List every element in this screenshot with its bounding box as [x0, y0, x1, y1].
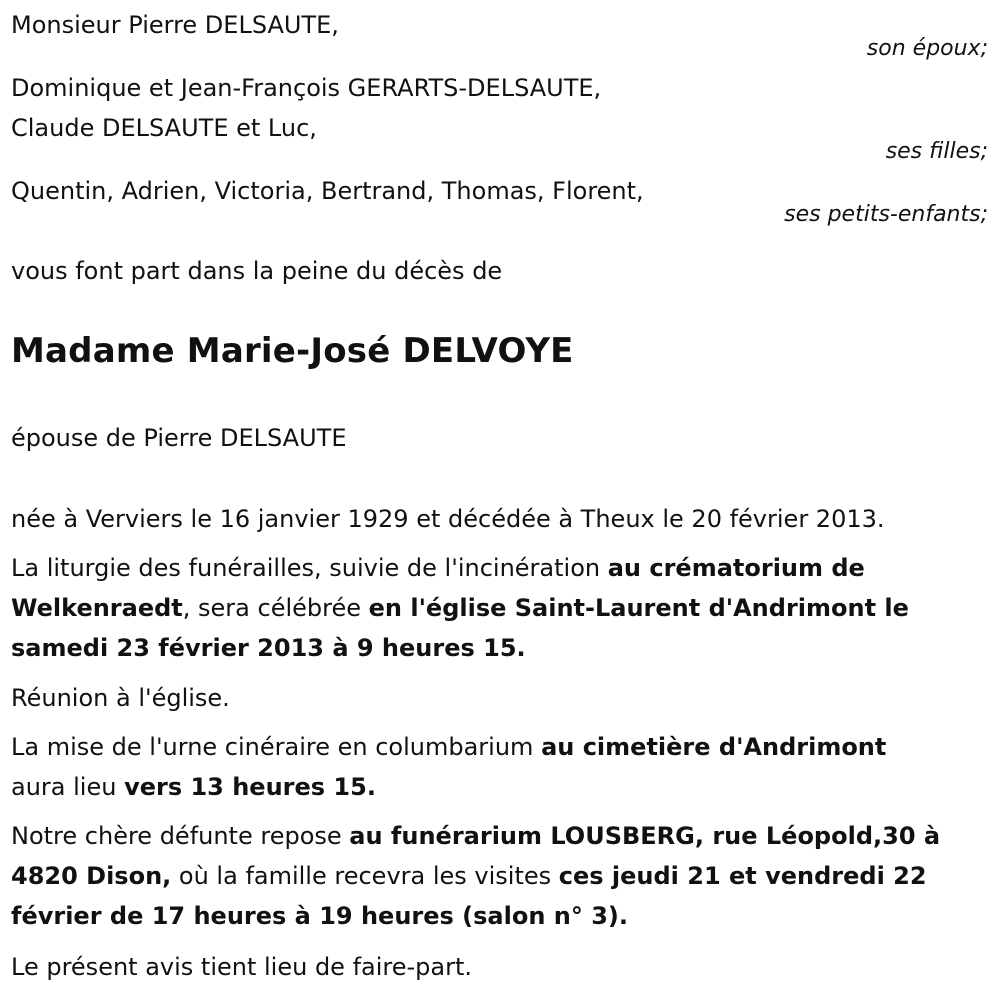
visits-line-2: [11, 856, 927, 896]
spouse-relation: son époux;: [866, 36, 988, 61]
birth-death-text: née à Verviers le 16 janvier 1929 et décédée à Theux le 20 février 2013.: [11, 505, 885, 533]
reunion-text: Réunion à l'église.: [11, 684, 230, 712]
liturgy-line-2-bold-2: en l'église Saint-Laurent d'Andrimont le: [368, 594, 909, 622]
deceased-name: Madame Marie-José DELVOYE: [11, 331, 574, 371]
liturgy-line-1-bold: au crématorium de: [607, 554, 865, 582]
closing-text: Le présent avis tient lieu de faire-part.: [11, 953, 473, 981]
visits-line-2-bold-2: ces jeudi 21 et vendredi 22: [558, 862, 927, 890]
visits-line-3-bold: février de 17 heures à 19 heures (salon n° 3).: [11, 902, 629, 930]
daughters-relation: ses filles;: [885, 139, 988, 164]
visits-line-2-bold-1: 4820 Dison,: [11, 862, 172, 890]
urn-line-1-text: La mise de l'urne cinéraire en columbarium: [11, 733, 542, 761]
liturgy-line-3-bold: samedi 23 février 2013 à 9 heures 15.: [11, 634, 526, 662]
announcement-text: vous font part dans la peine du décès de: [11, 257, 503, 285]
liturgy-line-2: [11, 588, 909, 628]
visits-line-1: [11, 816, 940, 856]
urn-line-1-bold: au cimetière d'Andrimont: [541, 733, 887, 761]
visits-line-1-bold: au funérarium LOUSBERG, rue Léopold,30 à: [349, 822, 941, 850]
urn-line-2-bold: vers 13 heures 15.: [124, 773, 376, 801]
daughters-line-2: Claude DELSAUTE et Luc,: [11, 114, 317, 142]
liturgy-line-3: [11, 628, 526, 668]
liturgy-line-1-text: La liturgie des funérailles, suivie de l'incinération: [11, 554, 608, 582]
visits-line-3: [11, 896, 628, 936]
spouse-of-text: épouse de Pierre DELSAUTE: [11, 424, 347, 452]
liturgy-line-2-bold-1: Welkenraedt: [11, 594, 183, 622]
liturgy-line-1: [11, 548, 865, 588]
urn-line-1: [11, 727, 886, 767]
grandchildren-names: Quentin, Adrien, Victoria, Bertrand, Thomas, Florent,: [11, 177, 644, 205]
spouse-name: Monsieur Pierre DELSAUTE,: [11, 11, 339, 39]
urn-line-2-text: aura lieu: [11, 773, 125, 801]
daughters-line-1: Dominique et Jean-François GERARTS-DELSAUTE,: [11, 74, 602, 102]
visits-line-1-text: Notre chère défunte repose: [11, 822, 350, 850]
visits-line-2-text: où la famille recevra les visites: [171, 862, 559, 890]
liturgy-line-2-text: , sera célébrée: [182, 594, 369, 622]
grandchildren-relation: ses petits-enfants;: [784, 202, 988, 227]
urn-line-2: [11, 767, 376, 807]
